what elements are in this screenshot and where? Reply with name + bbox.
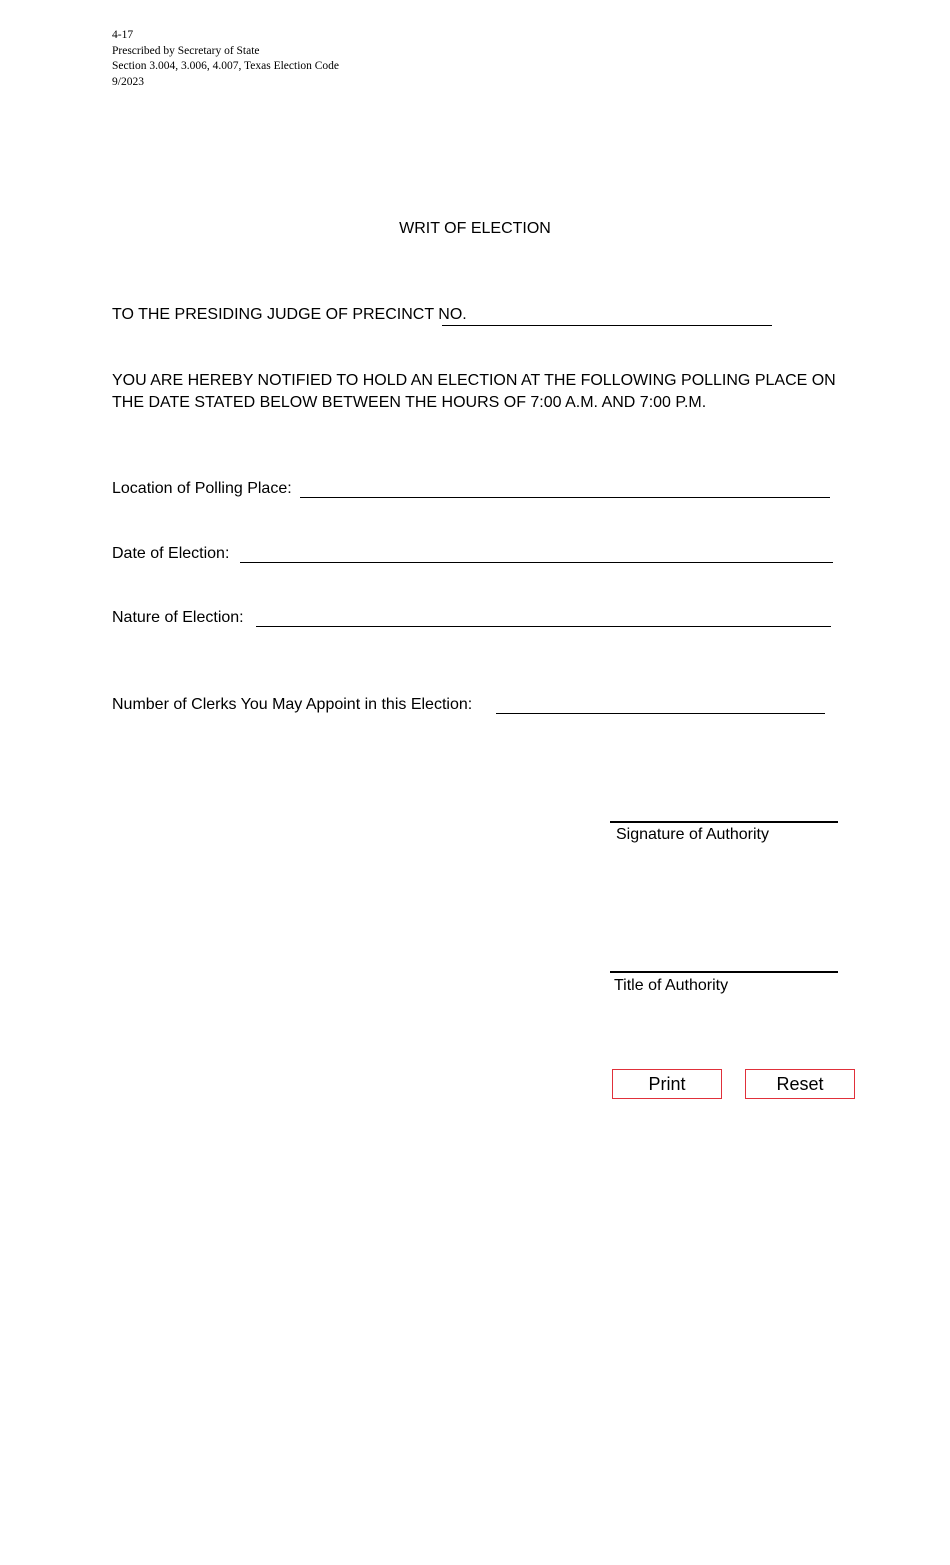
signature-label: Signature of Authority: [616, 826, 769, 843]
title-label: Title of Authority: [614, 977, 729, 994]
page-title: WRIT OF ELECTION: [399, 220, 551, 237]
print-button[interactable]: Print: [612, 1069, 722, 1099]
reset-button[interactable]: Reset: [745, 1069, 855, 1099]
notice-text: YOU ARE HEREBY NOTIFIED TO HOLD AN ELECTION AT THE FOLLOWING POLLING PLACE ON THE DATE STATED BELOW BETWEEN THE HOURS OF 7:00 A.M. AND 7:00 P.M.: [112, 372, 836, 411]
signature-line[interactable]: [610, 821, 838, 823]
date-field[interactable]: [240, 562, 833, 563]
statute-reference: Section 3.004, 3.006, 4.007, Texas Election Code: [112, 60, 340, 72]
title-line[interactable]: [610, 971, 838, 973]
clerks-label: Number of Clerks You May Appoint in this Election:: [112, 696, 473, 713]
location-field[interactable]: [300, 497, 830, 498]
precinct-number-field[interactable]: [442, 325, 772, 326]
nature-label: Nature of Election:: [112, 609, 244, 626]
revision-date: 9/2023: [112, 75, 144, 88]
form-header: [112, 28, 339, 90]
prescribed-by: Prescribed by Secretary of State: [112, 44, 260, 57]
clerks-field[interactable]: [496, 713, 825, 714]
addressee-label: TO THE PRESIDING JUDGE OF PRECINCT NO.: [112, 306, 467, 323]
date-label: Date of Election:: [112, 545, 230, 562]
nature-field[interactable]: [256, 626, 831, 627]
location-label: Location of Polling Place:: [112, 480, 292, 497]
form-number: 4-17: [112, 29, 134, 41]
